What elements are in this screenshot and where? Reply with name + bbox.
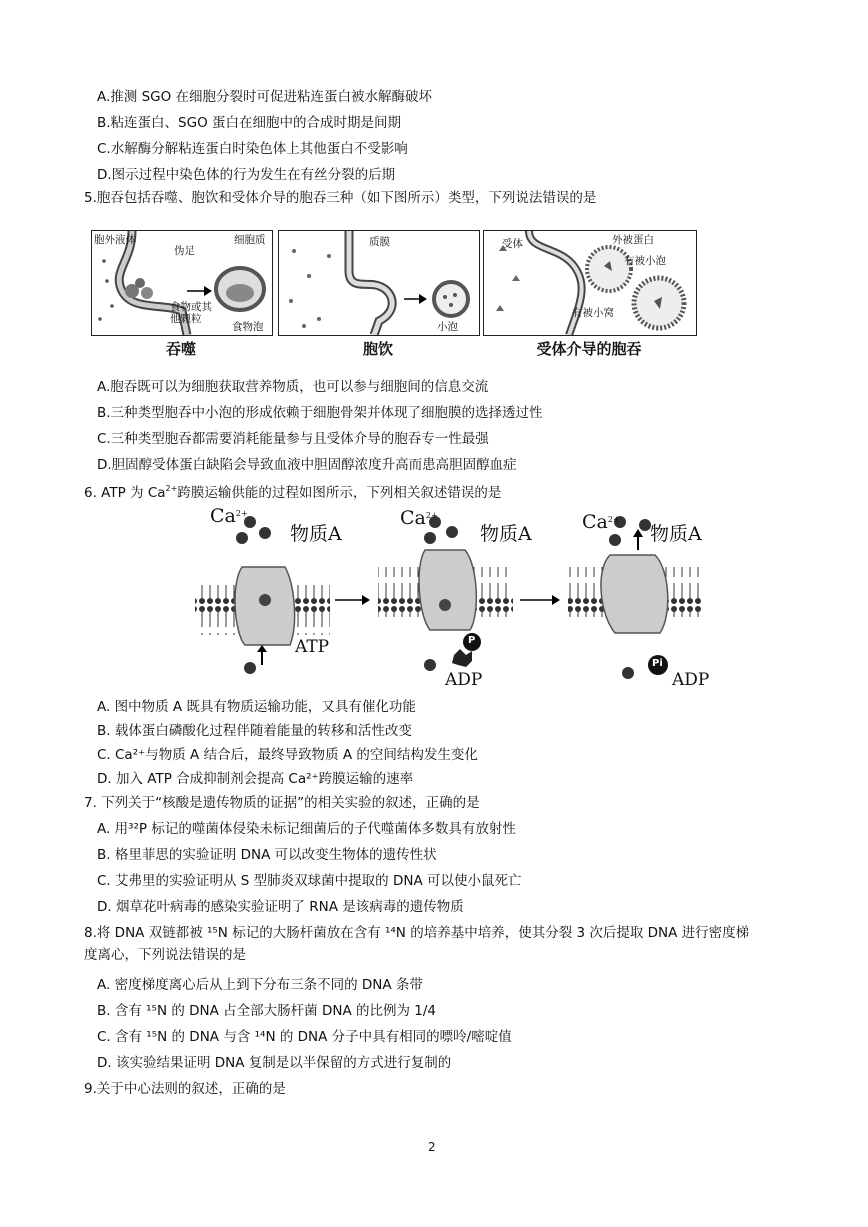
q6-option-a: A. 图中物质 A 既具有物质运输功能，又具有催化功能 [97, 699, 416, 715]
q9-stem: 9.关于中心法则的叙述，正确的是 [84, 1081, 286, 1097]
label-receptor: 受体 [502, 238, 523, 250]
q7-option-b: B. 格里菲思的实验证明 DNA 可以改变生物体的遗传性状 [97, 847, 437, 863]
pi-label: Pi [652, 658, 663, 669]
q8-option-b: B. 含有 ¹⁵N 的 DNA 占全部大肠杆菌 DNA 的比例为 1/4 [97, 1003, 436, 1019]
q8-option-a: A. 密度梯度离心后从上到下分布三条不同的 DNA 条带 [97, 977, 423, 993]
q6-stem-pre: 6. ATP 为 Ca [84, 485, 166, 501]
calcium-pump-figure [190, 505, 710, 695]
page-number: 2 [428, 1140, 436, 1154]
q5-option-d: D.胆固醇受体蛋白缺陷会导致血液中胆固醇浓度升高而患高胆固醇血症 [97, 457, 517, 473]
q7-option-d: D. 烟草花叶病毒的感染实验证明了 RNA 是该病毒的遗传物质 [97, 899, 464, 915]
label-food-particles: 食物或其他颗粒 [170, 301, 212, 325]
ca-label-1 [210, 505, 248, 527]
ca-sup-3: 2+ [607, 515, 620, 524]
label-vesicle: 小泡 [437, 321, 458, 333]
phosphate-label: P [468, 635, 476, 646]
receptor-endocytosis-panel [483, 230, 697, 336]
q8-stem-line1: 8.将 DNA 双链都被 ¹⁵N 标记的大肠杆菌放在含有 ¹⁴N 的培养基中培养，使其分裂 3 次后提取 DNA 进行密度梯 [84, 925, 750, 941]
q4-option-d: D.图示过程中染色体的行为发生在有丝分裂的后期 [97, 167, 396, 183]
q6-stem-sup: 2+ [165, 484, 178, 493]
label-food-vacuole: 食物泡 [232, 321, 264, 333]
caption-pinocytosis: 胞饮 [362, 340, 393, 358]
endocytosis-figure [91, 230, 783, 360]
ca-sup-1: 2+ [235, 509, 248, 518]
pinocytosis-panel [278, 230, 480, 336]
label-coated-pit: 有被小窝 [572, 307, 614, 319]
substance-a-label-3: 物质A [650, 523, 702, 545]
phagocytosis-panel [91, 230, 273, 336]
atp-label: ATP [295, 637, 330, 657]
q8-option-d: D. 该实验结果证明 DNA 复制是以半保留的方式进行复制的 [97, 1055, 452, 1071]
q5-stem: 5.胞吞包括吞噬、胞饮和受体介导的胞吞三种（如下图所示）类型，下列说法错误的是 [84, 190, 597, 206]
q5-option-a: A.胞吞既可以为细胞获取营养物质，也可以参与细胞间的信息交流 [97, 379, 489, 395]
ca-sup-2: 2+ [425, 511, 438, 520]
q6-stem-post: 跨膜运输供能的过程如图所示，下列相关叙述错误的是 [177, 485, 502, 501]
q6-option-b: B. 载体蛋白磷酸化过程伴随着能量的转移和活性改变 [97, 723, 412, 739]
q5-option-b: B.三种类型胞吞中小泡的形成依赖于细胞骨架并体现了细胞膜的选择透过性 [97, 405, 543, 421]
q4-option-b: B.粘连蛋白、SGO 蛋白在细胞中的合成时期是间期 [97, 115, 401, 131]
q8-stem-line2: 度离心，下列说法错误的是 [84, 947, 246, 963]
label-coat-protein: 外被蛋白 [612, 234, 654, 246]
q7-stem: 7. 下列关于“核酸是遗传物质的证据”的相关实验的叙述，正确的是 [84, 795, 480, 811]
substance-a-label-1: 物质A [290, 523, 342, 545]
q6-option-d: D. 加入 ATP 合成抑制剂会提高 Ca²⁺跨膜运输的速率 [97, 771, 414, 787]
adp-label-2: ADP [672, 670, 710, 690]
ca-label-2 [400, 507, 438, 529]
ca-label-3 [582, 511, 620, 533]
calcium-pump-drawing [190, 505, 710, 695]
q6-option-c: C. Ca²⁺与物质 A 结合后，最终导致物质 A 的空间结构发生变化 [97, 747, 478, 763]
ca-text-1: Ca [210, 505, 236, 527]
q4-option-a: A.推测 SGO 在细胞分裂时可促进粘连蛋白被水解酶破坏 [97, 89, 433, 105]
ca-text-2: Ca [400, 507, 426, 529]
label-pseudopod: 伪足 [174, 245, 195, 257]
caption-receptor-endocytosis: 受体介导的胞吞 [536, 340, 642, 358]
q7-option-c: C. 艾弗里的实验证明从 S 型肺炎双球菌中提取的 DNA 可以使小鼠死亡 [97, 873, 522, 889]
label-cytoplasm: 细胞质 [234, 234, 266, 246]
label-extracellular-fluid: 胞外液体 [94, 234, 136, 246]
q8-option-c: C. 含有 ¹⁵N 的 DNA 与含 ¹⁴N 的 DNA 分子中具有相同的嘌呤/嘧啶值 [97, 1029, 512, 1045]
caption-phagocytosis: 吞噬 [165, 340, 196, 358]
q7-option-a: A. 用³²P 标记的噬菌体侵染未标记细菌后的子代噬菌体多数具有放射性 [97, 821, 516, 837]
q6-stem [84, 480, 501, 502]
q5-option-c: C.三种类型胞吞都需要消耗能量参与且受体介导的胞吞专一性最强 [97, 431, 489, 447]
label-plasma-membrane: 质膜 [369, 236, 390, 248]
substance-a-label-2: 物质A [480, 523, 532, 545]
q4-option-c: C.水解酶分解粘连蛋白时染色体上其他蛋白不受影响 [97, 141, 408, 157]
adp-label-1: ADP [445, 670, 483, 690]
ca-text-3: Ca [582, 511, 608, 533]
label-coated-vesicle: 有被小泡 [624, 255, 666, 267]
